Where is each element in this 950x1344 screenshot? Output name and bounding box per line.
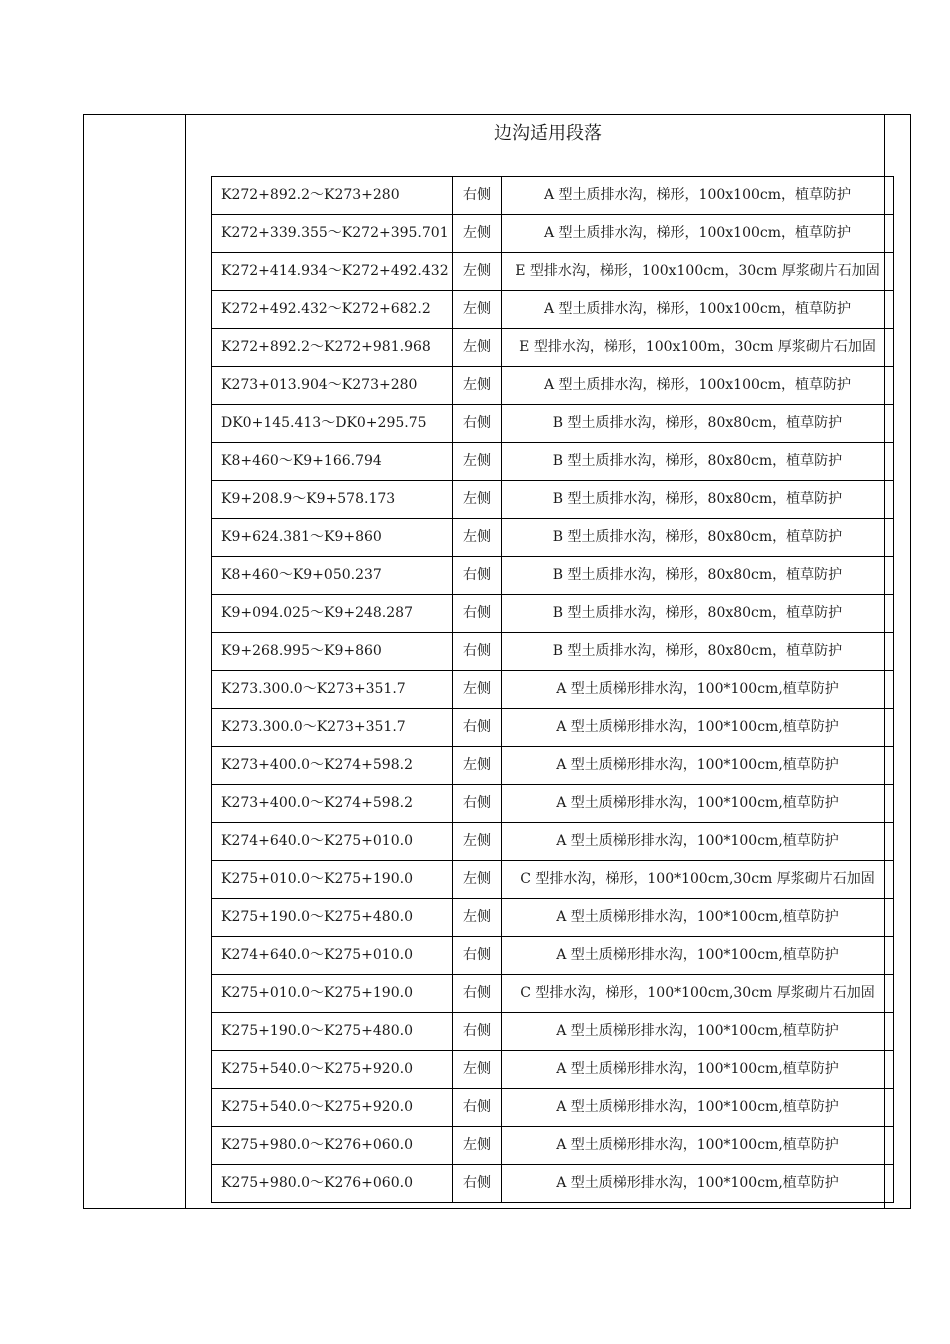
description-cell: A 型土质排水沟，梯形，100x100cm，植草防护 [502, 367, 894, 405]
range-cell: K9+624.381～K9+860 [212, 519, 453, 557]
table-row [212, 1051, 894, 1089]
description-cell: A 型土质梯形排水沟，100*100cm,植草防护 [502, 671, 894, 709]
table-row [212, 1089, 894, 1127]
table-row [212, 519, 894, 557]
side-cell: 左侧 [453, 823, 502, 861]
table-row [212, 671, 894, 709]
description-cell: A 型土质排水沟，梯形，100x100cm，植草防护 [502, 291, 894, 329]
side-cell: 左侧 [453, 329, 502, 367]
range-cell: K275+190.0～K275+480.0 [212, 899, 453, 937]
description-cell: B 型土质排水沟，梯形，80x80cm，植草防护 [502, 443, 894, 481]
range-cell: K272+414.934～K272+492.432 [212, 253, 453, 291]
range-cell: K274+640.0～K275+010.0 [212, 823, 453, 861]
table-row [212, 1013, 894, 1051]
side-cell: 右侧 [453, 405, 502, 443]
description-cell: B 型土质排水沟，梯形，80x80cm，植草防护 [502, 519, 894, 557]
description-cell: C 型排水沟，梯形，100*100cm,30cm 厚浆砌片石加固 [502, 975, 894, 1013]
range-cell: K275+010.0～K275+190.0 [212, 975, 453, 1013]
range-cell: K8+460～K9+050.237 [212, 557, 453, 595]
description-cell: E 型排水沟，梯形，100x100m，30cm 厚浆砌片石加固 [502, 329, 894, 367]
table-row [212, 1165, 894, 1203]
table-row [212, 823, 894, 861]
range-cell: K273+400.0～K274+598.2 [212, 785, 453, 823]
description-cell: A 型土质梯形排水沟，100*100cm,植草防护 [502, 937, 894, 975]
range-cell: K272+492.432～K272+682.2 [212, 291, 453, 329]
side-cell: 右侧 [453, 595, 502, 633]
table-row [212, 405, 894, 443]
description-cell: A 型土质梯形排水沟，100*100cm,植草防护 [502, 1127, 894, 1165]
side-cell: 左侧 [453, 443, 502, 481]
description-cell: A 型土质梯形排水沟，100*100cm,植草防护 [502, 785, 894, 823]
table-row [212, 937, 894, 975]
range-cell: K272+892.2～K272+981.968 [212, 329, 453, 367]
range-cell: K275+540.0～K275+920.0 [212, 1051, 453, 1089]
range-cell: K274+640.0～K275+010.0 [212, 937, 453, 975]
table-row [212, 785, 894, 823]
side-cell: 左侧 [453, 861, 502, 899]
range-cell: K272+339.355～K272+395.701 [212, 215, 453, 253]
description-cell: A 型土质排水沟，梯形，100x100cm，植草防护 [502, 215, 894, 253]
table-row [212, 367, 894, 405]
table-row [212, 481, 894, 519]
description-cell: A 型土质梯形排水沟，100*100cm,植草防护 [502, 709, 894, 747]
table-row [212, 595, 894, 633]
table-row [212, 899, 894, 937]
side-cell: 右侧 [453, 937, 502, 975]
side-cell: 左侧 [453, 367, 502, 405]
table-row [212, 975, 894, 1013]
description-cell: A 型土质梯形排水沟，100*100cm,植草防护 [502, 1051, 894, 1089]
side-cell: 左侧 [453, 291, 502, 329]
section-title: 边沟适用段落 [494, 123, 602, 144]
description-cell: A 型土质梯形排水沟，100*100cm,植草防护 [502, 823, 894, 861]
side-cell: 左侧 [453, 671, 502, 709]
range-cell: K273+013.904～K273+280 [212, 367, 453, 405]
description-cell: A 型土质梯形排水沟，100*100cm,植草防护 [502, 899, 894, 937]
range-cell: K273.300.0～K273+351.7 [212, 709, 453, 747]
description-cell: A 型土质梯形排水沟，100*100cm,植草防护 [502, 1089, 894, 1127]
table-row [212, 557, 894, 595]
table-row [212, 443, 894, 481]
table-row [212, 253, 894, 291]
side-cell: 左侧 [453, 1051, 502, 1089]
description-cell: B 型土质排水沟，梯形，80x80cm，植草防护 [502, 481, 894, 519]
table-row [212, 215, 894, 253]
description-cell: C 型排水沟，梯形，100*100cm,30cm 厚浆砌片石加固 [502, 861, 894, 899]
range-cell: K8+460～K9+166.794 [212, 443, 453, 481]
table-row [212, 861, 894, 899]
description-cell: A 型土质梯形排水沟，100*100cm,植草防护 [502, 1013, 894, 1051]
description-cell: B 型土质排水沟，梯形，80x80cm，植草防护 [502, 557, 894, 595]
side-cell: 右侧 [453, 709, 502, 747]
side-cell: 左侧 [453, 253, 502, 291]
table-row [212, 1127, 894, 1165]
table-body [212, 177, 894, 1203]
side-cell: 右侧 [453, 1089, 502, 1127]
description-cell: A 型土质梯形排水沟，100*100cm,植草防护 [502, 747, 894, 785]
description-cell: A 型土质梯形排水沟，100*100cm,植草防护 [502, 1165, 894, 1203]
side-cell: 右侧 [453, 633, 502, 671]
table-row [212, 633, 894, 671]
range-cell: K275+540.0～K275+920.0 [212, 1089, 453, 1127]
table-row [212, 329, 894, 367]
side-cell: 左侧 [453, 215, 502, 253]
side-cell: 右侧 [453, 557, 502, 595]
side-cell: 左侧 [453, 899, 502, 937]
description-cell: B 型土质排水沟，梯形，80x80cm，植草防护 [502, 595, 894, 633]
range-cell: K275+980.0～K276+060.0 [212, 1127, 453, 1165]
table-row [212, 709, 894, 747]
range-cell: K275+980.0～K276+060.0 [212, 1165, 453, 1203]
description-cell: A 型土质排水沟，梯形，100x100cm，植草防护 [502, 177, 894, 215]
table-row [212, 747, 894, 785]
range-cell: K272+892.2～K273+280 [212, 177, 453, 215]
side-cell: 左侧 [453, 481, 502, 519]
side-cell: 右侧 [453, 177, 502, 215]
range-cell: K9+268.995～K9+860 [212, 633, 453, 671]
table-row [212, 177, 894, 215]
range-cell: DK0+145.413～DK0+295.75 [212, 405, 453, 443]
side-cell: 右侧 [453, 1165, 502, 1203]
description-cell: B 型土质排水沟，梯形，80x80cm，植草防护 [502, 405, 894, 443]
side-cell: 左侧 [453, 1127, 502, 1165]
side-cell: 左侧 [453, 747, 502, 785]
description-cell: B 型土质排水沟，梯形，80x80cm，植草防护 [502, 633, 894, 671]
range-cell: K273.300.0～K273+351.7 [212, 671, 453, 709]
side-cell: 左侧 [453, 519, 502, 557]
ditch-sections-table [211, 176, 894, 1203]
range-cell: K9+094.025～K9+248.287 [212, 595, 453, 633]
side-cell: 右侧 [453, 785, 502, 823]
description-cell: E 型排水沟，梯形，100x100cm，30cm 厚浆砌片石加固 [502, 253, 894, 291]
table-row [212, 291, 894, 329]
side-cell: 右侧 [453, 975, 502, 1013]
column-divider-left [185, 115, 186, 1208]
range-cell: K275+010.0～K275+190.0 [212, 861, 453, 899]
range-cell: K275+190.0～K275+480.0 [212, 1013, 453, 1051]
range-cell: K273+400.0～K274+598.2 [212, 747, 453, 785]
range-cell: K9+208.9～K9+578.173 [212, 481, 453, 519]
side-cell: 右侧 [453, 1013, 502, 1051]
